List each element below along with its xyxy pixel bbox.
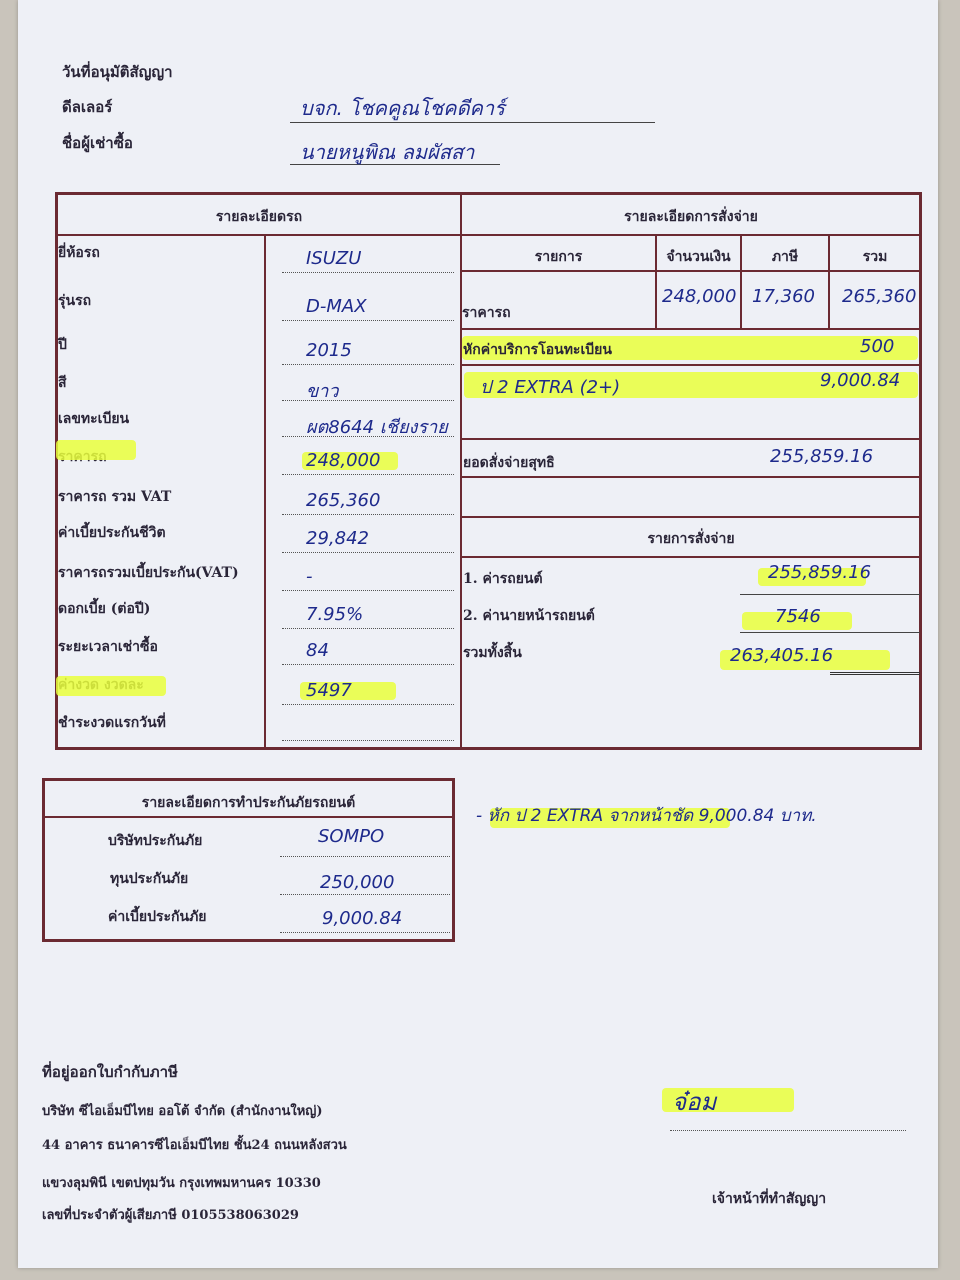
main-center-divider [460,194,462,748]
car-payment-label: 1. ค่ารถยนต์ [463,571,543,587]
pay-col-total: รวม [862,249,888,265]
signature: จ๋อม [672,1088,717,1116]
footer-title: ที่อยู่ออกใบกำกับภาษี [42,1063,178,1081]
pay-col-amount: จำนวนเงิน [666,249,731,265]
insurance-title: รายละเอียดการทำประกันภัยรถยนต์ [141,795,356,811]
pay-row1-divider [462,328,920,330]
car-row-dotline [282,364,454,365]
transfer-fee-label: หักค่าบริการโอนทะเบียน [463,342,612,358]
car-payment-value: 255,859.16 [768,562,872,583]
car-row-label: ระยะเวลาเช่าซื้อ [58,639,158,655]
car-row-label: ค่าเบี้ยประกันชีวิต [58,525,166,541]
car-row-dotline [282,590,454,591]
insurance-row-value: 9,000.84 [820,370,901,391]
car-price-row-tax: 17,360 [752,286,815,307]
car-row-dotline [282,740,454,741]
car-row-value: 5497 [306,680,352,701]
car-row-label: สี [58,375,67,391]
insurance-company-dotline [280,856,450,857]
main-header-divider [57,234,920,236]
highlight-installment-label [56,676,166,696]
car-row-label: รุ่นรถ [58,293,92,309]
insurance-company-value: SOMPO [318,826,385,847]
car-row-dotline [282,628,454,629]
pay-col-item: รายการ [534,249,583,265]
payment-details-title: รายละเอียดการสั่งจ่าย [624,209,758,225]
car-row-label: ราคารถ รวม VAT [58,489,172,505]
commission-value: 7546 [775,606,821,627]
car-row-value: - [306,566,313,587]
car-row-dotline [282,272,454,273]
car-row-label: ยี่ห้อรถ [58,245,100,261]
footer-line4: เลขที่ประจำตัวผู้เสียภาษี 0105538063029 [42,1208,299,1223]
car-row-label: ปี [58,337,67,353]
car-row-label: ดอกเบี้ย (ต่อปี) [58,601,151,617]
insurance-premium-value: 9,000.84 [322,908,403,929]
insurance-sum-value: 250,000 [320,872,395,893]
car-row-value: ISUZU [306,248,362,269]
insurance-header-divider [44,816,453,818]
insurance-premium-label: ค่าเบี้ยประกันภัย [108,909,207,925]
car-row-value: ขาว [306,381,339,402]
insurance-sum-label: ทุนประกันภัย [110,871,189,887]
insurance-note: ป 2 EXTRA (2+) [480,377,621,398]
insurance-premium-dotline [280,932,450,933]
disburse-title: รายการสั่งจ่าย [647,531,735,547]
car-row-dotline [282,552,454,553]
car-row-label: เลขทะเบียน [58,411,130,427]
car-row-value: 29,842 [306,528,369,549]
footer-line3: แขวงลุมพินี เขตปทุมวัน กรุงเทพมหานคร 10330 [42,1176,321,1191]
lessee-value: นายหนูพิณ ลมผัสสา [300,140,475,164]
pay-row2-divider [462,364,920,366]
car-row-dotline [282,320,454,321]
car-payment-underline [740,594,920,595]
dealer-value: บจก. โชคคูณโชคดีคาร์ [300,96,505,120]
car-row-value: 265,360 [306,490,381,511]
signer-label: เจ้าหน้าที่ทำสัญญา [712,1191,827,1207]
car-row-dotline [282,704,454,705]
side-note: - หัก ป 2 EXTRA จากหน้าชัด 9,000.84 บาท. [476,806,817,826]
signature-dotline [670,1130,906,1131]
footer-line2: 44 อาคาร ธนาคารซีไอเอ็มบีไทย ชั้น24 ถนนหลังสวน [42,1138,347,1153]
car-row-value: 84 [306,640,329,661]
pay-row4-divider [462,476,920,478]
approval-date-label: วันที่อนุมัติสัญญา [62,63,173,81]
net-label: ยอดสั่งจ่ายสุทธิ [463,455,555,471]
pay-row6-divider [462,556,920,558]
dealer-label: ดีลเลอร์ [62,98,113,116]
pay-col-tax: ภาษี [771,249,799,265]
car-details-title: รายละเอียดรถ [215,209,303,225]
car-row-value: 2015 [306,340,352,361]
transfer-fee-value: 500 [860,336,895,357]
car-row-value: 248,000 [306,450,381,471]
car-row-label: ราคารถรวมเบี้ยประกัน(VAT) [58,565,239,581]
car-price-row-label: ราคารถ [462,305,511,321]
car-row-dotline [282,664,454,665]
net-value: 255,859.16 [770,446,874,467]
pay-row3-divider [462,438,920,440]
insurance-company-label: บริษัทประกันภัย [108,833,203,849]
footer-line1: บริษัท ซีไอเอ็มบีไทย ออโต้ จำกัด (สำนักงานใหญ่) [42,1104,323,1119]
car-row-dotline [282,474,454,475]
grand-total-underline [830,672,920,675]
car-price-row-total: 265,360 [842,286,917,307]
car-row-value: 7.95% [306,604,364,625]
grand-total-label: รวมทั้งสิ้น [463,645,522,661]
grand-total-value: 263,405.16 [730,645,834,666]
commission-underline [740,632,920,633]
pay-row5-divider [462,516,920,518]
lessee-label: ชื่อผู้เช่าซื้อ [62,134,133,152]
car-row-value: ผต8644 เชียงราย [306,417,448,438]
pay-colhead-divider [462,270,920,272]
commission-label: 2. ค่านายหน้ารถยนต์ [463,608,595,624]
car-row-dotline [282,514,454,515]
highlight-car-price-label [56,440,136,460]
car-row-value: D-MAX [306,296,367,317]
car-col-divider [264,236,266,748]
car-price-row-amount: 248,000 [662,286,737,307]
car-row-label: ชำระงวดแรกวันที่ [58,715,166,731]
insurance-sum-dotline [280,894,450,895]
